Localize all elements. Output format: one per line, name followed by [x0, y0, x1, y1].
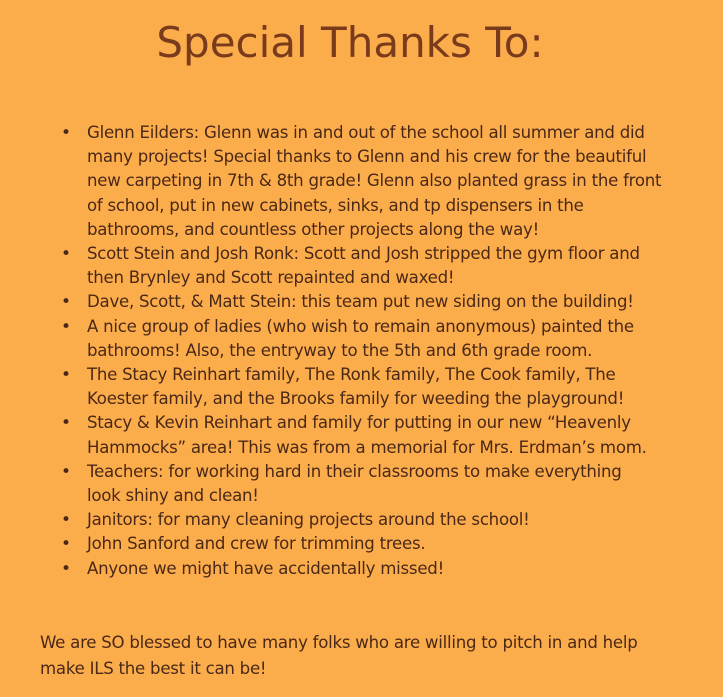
bullet-icon: •: [61, 244, 71, 265]
list-item-text: Glenn Eilders: Glenn was in and out of the school all summer and did many projects! Special thanks to Glenn and his crew for the beautiful new carpeting in 7th & 8th grade! Glenn also planted grass in the front of school, put in new cabinets, sinks, and tp dispensers in the bathrooms, and countless other projects along the way!: [87, 123, 662, 239]
list-item: [58, 121, 678, 242]
list-item: [58, 411, 678, 459]
list-item: [58, 363, 678, 411]
list-item-text: Scott Stein and Josh Ronk: Scott and Josh stripped the gym floor and then Brynley and Scott repainted and waxed!: [87, 244, 640, 288]
list-item: [58, 242, 678, 290]
list-item-text: The Stacy Reinhart family, The Ronk family, The Cook family, The Koester family, and the Brooks family for weeding the playground!: [87, 365, 625, 409]
list-item: [58, 290, 678, 314]
list-item: [58, 508, 678, 532]
list-item-text: Janitors: for many cleaning projects around the school!: [87, 510, 530, 530]
list-item-text: John Sanford and crew for trimming trees.: [87, 534, 426, 554]
list-item-text: Teachers: for working hard in their classrooms to make everything look shiny and clean!: [87, 461, 622, 506]
closing-paragraph: We are SO blessed to have many folks who are willing to pitch in and help make ILS the best it can be!: [40, 633, 638, 678]
list-item: [58, 557, 678, 581]
bullet-icon: •: [61, 461, 71, 482]
bullet-icon: •: [61, 413, 71, 434]
bullet-icon: •: [61, 123, 71, 143]
list-item: [58, 315, 678, 363]
bullet-icon: •: [61, 365, 71, 386]
thanks-list: [58, 121, 678, 581]
list-item: [58, 532, 678, 556]
bullet-icon: •: [61, 558, 71, 579]
page-title: Special Thanks To:: [156, 18, 544, 67]
list-item-text: A nice group of ladies (who wish to remain anonymous) painted the bathrooms! Also, the entryway to the 5th and 6th grade room.: [87, 316, 634, 360]
bullet-icon: •: [61, 510, 71, 531]
bullet-icon: •: [61, 292, 71, 313]
list-item-text: Dave, Scott, & Matt Stein: this team put new siding on the building!: [87, 292, 634, 312]
list-item-text: Stacy & Kevin Reinhart and family for putting in our new “Heavenly Hammocks” area! This was from a memorial for Mrs. Erdman’s mom.: [87, 413, 647, 457]
bullet-icon: •: [61, 316, 71, 337]
list-item-text: Anyone we might have accidentally missed!: [87, 558, 444, 578]
bullet-icon: •: [61, 534, 71, 555]
list-item: [58, 460, 678, 508]
